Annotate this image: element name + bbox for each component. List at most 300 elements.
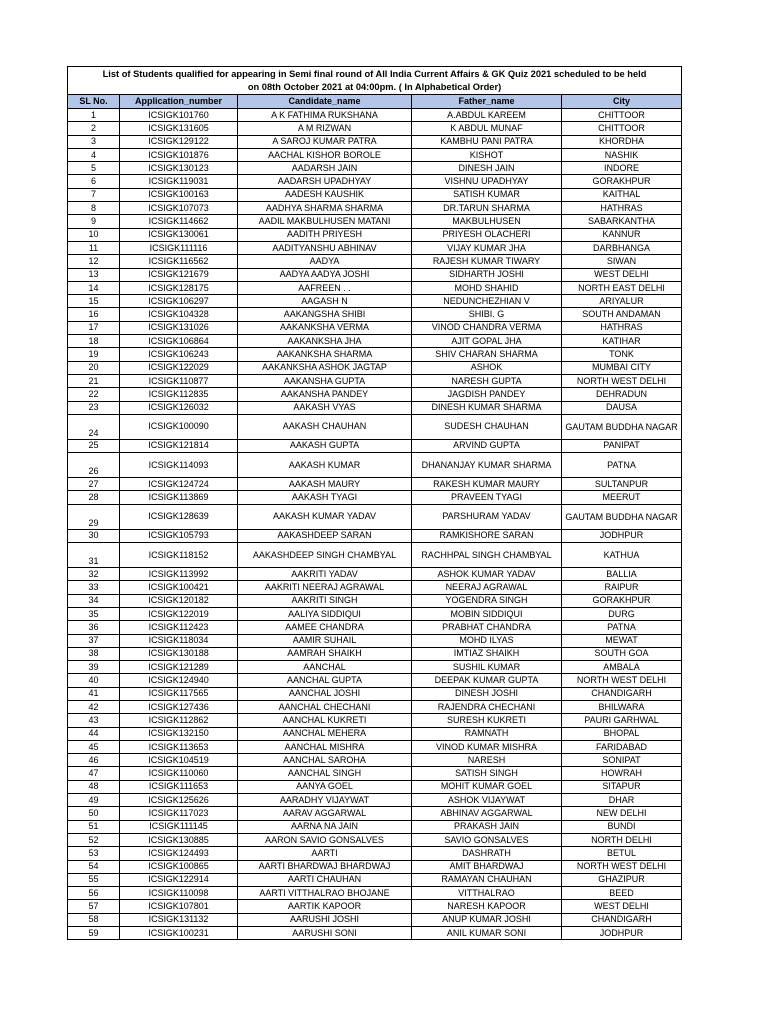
cell-candidate-name: AARADHY VIJAYWAT [238,794,412,807]
sheet-title [68,67,682,95]
cell-father-name: AMIT BHARDWAJ [412,860,562,873]
cell-father-name: VIJAY KUMAR JHA [412,241,562,254]
cell-city: BHOPAL [562,727,682,740]
cell-candidate-name: AARTI BHARDWAJ BHARDWAJ [238,860,412,873]
cell-city: NEW DELHI [562,807,682,820]
table-row [68,714,682,727]
table-row [68,873,682,886]
cell-application-number: ICSIGK113653 [120,740,238,753]
cell-application-number: ICSIGK110877 [120,374,238,387]
cell-city: KATHUA [562,543,682,568]
cell-candidate-name: AANCHAL SINGH [238,767,412,780]
cell-sl-no: 50 [68,807,120,820]
table-row [68,491,682,504]
cell-candidate-name: AANYA GOEL [238,780,412,793]
table-row [68,361,682,374]
cell-sl-no: 48 [68,780,120,793]
cell-sl-no: 28 [68,491,120,504]
cell-sl-no: 27 [68,478,120,491]
cell-candidate-name: AANCHAL MISHRA [238,740,412,753]
cell-sl-no: 53 [68,847,120,860]
cell-sl-no: 12 [68,255,120,268]
table-row [68,820,682,833]
cell-father-name: KAMBHU PANI PATRA [412,135,562,148]
cell-application-number: ICSIGK101876 [120,148,238,161]
cell-candidate-name: AAKRITI NEERAJ AGRAWAL [238,581,412,594]
cell-candidate-name: A M RIZWAN [238,122,412,135]
table-row [68,860,682,873]
cell-candidate-name: AAKANKSHA JHA [238,335,412,348]
cell-application-number: ICSIGK122019 [120,607,238,620]
cell-application-number: ICSIGK130885 [120,833,238,846]
cell-father-name: SIDHARTH JOSHI [412,268,562,281]
table-row [68,148,682,161]
col-header-candidate-name: Candidate_name [238,95,412,109]
table-row [68,162,682,175]
cell-sl-no: 13 [68,268,120,281]
cell-sl-no: 36 [68,621,120,634]
cell-father-name: VINOD CHANDRA VERMA [412,321,562,334]
cell-father-name: ASHOK [412,361,562,374]
cell-sl-no: 49 [68,794,120,807]
cell-candidate-name: AADITH PRIYESH [238,228,412,241]
cell-candidate-name: AARUSHI JOSHI [238,913,412,926]
cell-father-name: A.ABDUL KAREEM [412,109,562,122]
cell-candidate-name: AAKASH CHAUHAN [238,414,412,439]
table-row [68,388,682,401]
cell-sl-no: 10 [68,228,120,241]
table-row [68,833,682,846]
header-row [68,95,682,109]
table-row [68,348,682,361]
cell-application-number: ICSIGK111116 [120,241,238,254]
cell-city: JODHPUR [562,927,682,940]
cell-city: BETUL [562,847,682,860]
cell-sl-no: 38 [68,647,120,660]
cell-city: HOWRAH [562,767,682,780]
cell-city: KATIHAR [562,335,682,348]
cell-application-number: ICSIGK131026 [120,321,238,334]
cell-candidate-name: AADIL MAKBULHUSEN MATANI [238,215,412,228]
cell-application-number: ICSIGK131132 [120,913,238,926]
cell-candidate-name: AADITYANSHU ABHINAV [238,241,412,254]
cell-application-number: ICSIGK119031 [120,175,238,188]
cell-sl-no: 46 [68,754,120,767]
table-row [68,887,682,900]
cell-sl-no: 21 [68,374,120,387]
cell-sl-no: 55 [68,873,120,886]
table-row [68,900,682,913]
cell-city: CHITTOOR [562,122,682,135]
table-row [68,647,682,660]
cell-city: JODHPUR [562,529,682,542]
cell-application-number: ICSIGK116562 [120,255,238,268]
cell-candidate-name: AARTI [238,847,412,860]
cell-city: SULTANPUR [562,478,682,491]
cell-sl-no: 54 [68,860,120,873]
cell-application-number: ICSIGK106297 [120,295,238,308]
cell-candidate-name: AARAV AGGARWAL [238,807,412,820]
cell-candidate-name: AAKASH KUMAR YADAV [238,504,412,529]
cell-sl-no: 45 [68,740,120,753]
cell-city: SABARKANTHA [562,215,682,228]
cell-candidate-name: AAKANKSHA VERMA [238,321,412,334]
cell-application-number: ICSIGK114093 [120,453,238,478]
cell-city: NASHIK [562,148,682,161]
cell-application-number: ICSIGK121289 [120,661,238,674]
cell-application-number: ICSIGK121814 [120,439,238,452]
table-row [68,335,682,348]
cell-application-number: ICSIGK112862 [120,714,238,727]
cell-father-name: DINESH JOSHI [412,687,562,700]
cell-city: WEST DELHI [562,268,682,281]
cell-father-name: RAKESH KUMAR MAURY [412,478,562,491]
cell-city: PATNA [562,453,682,478]
cell-father-name: DINESH JAIN [412,162,562,175]
cell-candidate-name: AANCHAL JOSHI [238,687,412,700]
title-row [68,67,682,95]
cell-sl-no: 24 [68,414,120,439]
cell-sl-no: 43 [68,714,120,727]
cell-application-number: ICSIGK121679 [120,268,238,281]
cell-father-name: PRIYESH OLACHERI [412,228,562,241]
cell-sl-no: 40 [68,674,120,687]
cell-father-name: ASHOK VIJAYWAT [412,794,562,807]
cell-city: DEHRADUN [562,388,682,401]
cell-father-name: SURESH KUKRETI [412,714,562,727]
cell-city: NORTH DELHI [562,833,682,846]
cell-application-number: ICSIGK130123 [120,162,238,175]
cell-father-name: MAKBULHUSEN [412,215,562,228]
cell-sl-no: 37 [68,634,120,647]
cell-candidate-name: A SAROJ KUMAR PATRA [238,135,412,148]
cell-city: GORAKHPUR [562,175,682,188]
cell-father-name: RAMKISHORE SARAN [412,529,562,542]
cell-sl-no: 44 [68,727,120,740]
cell-father-name: NEERAJ AGRAWAL [412,581,562,594]
cell-application-number: ICSIGK106243 [120,348,238,361]
table-row [68,215,682,228]
cell-father-name: ABHINAV AGGARWAL [412,807,562,820]
cell-sl-no: 29 [68,504,120,529]
cell-candidate-name: AADHYA SHARMA SHARMA [238,202,412,215]
cell-city: MUMBAI CITY [562,361,682,374]
cell-sl-no: 42 [68,700,120,713]
cell-candidate-name: AAKANSHA GUPTA [238,374,412,387]
cell-father-name: PRAVEEN TYAGI [412,491,562,504]
cell-application-number: ICSIGK130061 [120,228,238,241]
cell-candidate-name: AAKRITI SINGH [238,594,412,607]
cell-father-name: ASHOK KUMAR YADAV [412,568,562,581]
cell-candidate-name: AANCHAL GUPTA [238,674,412,687]
table-row [68,543,682,568]
cell-sl-no: 31 [68,543,120,568]
table-row [68,740,682,753]
cell-application-number: ICSIGK118034 [120,634,238,647]
cell-city: PATNA [562,621,682,634]
table-row [68,794,682,807]
cell-application-number: ICSIGK122914 [120,873,238,886]
cell-city: GORAKHPUR [562,594,682,607]
cell-sl-no: 26 [68,453,120,478]
table-row [68,847,682,860]
cell-candidate-name: AAKASH GUPTA [238,439,412,452]
cell-city: KHORDHA [562,135,682,148]
cell-sl-no: 41 [68,687,120,700]
title-line-2: on 08th October 2021 at 04:00pm. ( In Alphabetical Order) [247,81,502,92]
cell-father-name: ANUP KUMAR JOSHI [412,913,562,926]
cell-candidate-name: AARON SAVIO GONSALVES [238,833,412,846]
cell-application-number: ICSIGK117023 [120,807,238,820]
cell-candidate-name: AADESH KAUSHIK [238,188,412,201]
cell-application-number: ICSIGK110098 [120,887,238,900]
cell-city: BUNDI [562,820,682,833]
cell-sl-no: 30 [68,529,120,542]
table-row [68,687,682,700]
cell-sl-no: 20 [68,361,120,374]
cell-city: BEED [562,887,682,900]
cell-candidate-name: AAMEE CHANDRA [238,621,412,634]
cell-application-number: ICSIGK110060 [120,767,238,780]
cell-father-name: SUSHIL KUMAR [412,661,562,674]
cell-candidate-name: AAKASHDEEP SINGH CHAMBYAL [238,543,412,568]
cell-father-name: DEEPAK KUMAR GUPTA [412,674,562,687]
cell-sl-no: 14 [68,281,120,294]
cell-city: SIWAN [562,255,682,268]
cell-father-name: SAVIO GONSALVES [412,833,562,846]
table-row [68,255,682,268]
cell-father-name: MOHD ILYAS [412,634,562,647]
table-row [68,754,682,767]
cell-city: DURG [562,607,682,620]
table-row [68,661,682,674]
cell-candidate-name: AARUSHI SONI [238,927,412,940]
cell-candidate-name: AAMIR SUHAIL [238,634,412,647]
table-row [68,439,682,452]
cell-candidate-name: AALIYA SIDDIQUI [238,607,412,620]
cell-father-name: MOHIT KUMAR GOEL [412,780,562,793]
cell-father-name: NEDUNCHEZHIAN V [412,295,562,308]
cell-application-number: ICSIGK104519 [120,754,238,767]
cell-candidate-name: AAKASHDEEP SARAN [238,529,412,542]
cell-candidate-name: AANCHAL [238,661,412,674]
cell-candidate-name: AAMRAH SHAIKH [238,647,412,660]
cell-sl-no: 22 [68,388,120,401]
cell-father-name: SHIBI. G [412,308,562,321]
cell-city: NORTH WEST DELHI [562,374,682,387]
table-row [68,607,682,620]
cell-father-name: MOHD SHAHID [412,281,562,294]
cell-city: GAUTAM BUDDHA NAGAR [562,504,682,529]
cell-sl-no: 34 [68,594,120,607]
cell-candidate-name: AANCHAL CHECHANI [238,700,412,713]
table-row [68,634,682,647]
cell-candidate-name: AADARSH UPADHYAY [238,175,412,188]
cell-city: AMBALA [562,661,682,674]
table-row [68,927,682,940]
cell-sl-no: 39 [68,661,120,674]
cell-candidate-name: AAKASH TYAGI [238,491,412,504]
table-row [68,727,682,740]
cell-application-number: ICSIGK100090 [120,414,238,439]
cell-application-number: ICSIGK113869 [120,491,238,504]
table-row [68,308,682,321]
cell-father-name: NARESH KAPOOR [412,900,562,913]
cell-sl-no: 9 [68,215,120,228]
cell-application-number: ICSIGK130188 [120,647,238,660]
table-row [68,581,682,594]
cell-candidate-name: AAKANSHA PANDEY [238,388,412,401]
cell-application-number: ICSIGK131605 [120,122,238,135]
cell-city: DAUSA [562,401,682,414]
cell-candidate-name: AAKASH VYAS [238,401,412,414]
cell-application-number: ICSIGK104328 [120,308,238,321]
cell-city: MEERUT [562,491,682,504]
table-row [68,374,682,387]
cell-candidate-name: AANCHAL MEHERA [238,727,412,740]
cell-application-number: ICSIGK101760 [120,109,238,122]
cell-application-number: ICSIGK106864 [120,335,238,348]
table-row [68,453,682,478]
table-body [68,109,682,940]
cell-application-number: ICSIGK105793 [120,529,238,542]
cell-city: SITAPUR [562,780,682,793]
cell-city: FARIDABAD [562,740,682,753]
qualified-students-table [67,66,682,940]
cell-father-name: RAMAYAN CHAUHAN [412,873,562,886]
cell-sl-no: 6 [68,175,120,188]
cell-application-number: ICSIGK128639 [120,504,238,529]
table-row [68,529,682,542]
cell-sl-no: 59 [68,927,120,940]
cell-application-number: ICSIGK100421 [120,581,238,594]
cell-candidate-name: AARTIK KAPOOR [238,900,412,913]
cell-city: NORTH EAST DELHI [562,281,682,294]
cell-application-number: ICSIGK100231 [120,927,238,940]
cell-city: KAITHAL [562,188,682,201]
table-row [68,414,682,439]
cell-sl-no: 23 [68,401,120,414]
table-row [68,504,682,529]
table-row [68,202,682,215]
cell-application-number: ICSIGK107073 [120,202,238,215]
cell-city: NORTH WEST DELHI [562,860,682,873]
table-row [68,281,682,294]
cell-father-name: NARESH GUPTA [412,374,562,387]
table-row [68,188,682,201]
cell-candidate-name: A K FATHIMA RUKSHANA [238,109,412,122]
table-row [68,700,682,713]
cell-sl-no: 32 [68,568,120,581]
cell-application-number: ICSIGK125626 [120,794,238,807]
cell-candidate-name: AAKANGSHA SHIBI [238,308,412,321]
cell-sl-no: 47 [68,767,120,780]
cell-city: PANIPAT [562,439,682,452]
cell-city: HATHRAS [562,202,682,215]
table-row [68,175,682,188]
cell-father-name: NARESH [412,754,562,767]
cell-candidate-name: AACHAL KISHOR BOROLE [238,148,412,161]
cell-sl-no: 16 [68,308,120,321]
cell-application-number: ICSIGK122029 [120,361,238,374]
table-row [68,807,682,820]
cell-candidate-name: AAKASH MAURY [238,478,412,491]
cell-application-number: ICSIGK117565 [120,687,238,700]
cell-application-number: ICSIGK100865 [120,860,238,873]
table-row [68,913,682,926]
cell-sl-no: 7 [68,188,120,201]
cell-candidate-name: AADYA [238,255,412,268]
table-row [68,321,682,334]
cell-father-name: K ABDUL MUNAF [412,122,562,135]
cell-city: HATHRAS [562,321,682,334]
cell-application-number: ICSIGK107801 [120,900,238,913]
col-header-sl: SL No. [68,95,120,109]
table-row [68,268,682,281]
cell-candidate-name: AADYA AADYA JOSHI [238,268,412,281]
cell-application-number: ICSIGK112835 [120,388,238,401]
cell-sl-no: 2 [68,122,120,135]
cell-father-name: SATISH SINGH [412,767,562,780]
cell-city: CHANDIGARH [562,913,682,926]
cell-application-number: ICSIGK124724 [120,478,238,491]
cell-city: DARBHANGA [562,241,682,254]
table-row [68,401,682,414]
results-sheet [67,66,681,940]
cell-application-number: ICSIGK120182 [120,594,238,607]
table-row [68,594,682,607]
cell-city: DHAR [562,794,682,807]
cell-sl-no: 15 [68,295,120,308]
cell-candidate-name: AAKASH KUMAR [238,453,412,478]
cell-application-number: ICSIGK100163 [120,188,238,201]
cell-candidate-name: AADARSH JAIN [238,162,412,175]
cell-city: BALLIA [562,568,682,581]
cell-city: BHILWARA [562,700,682,713]
cell-father-name: SHIV CHARAN SHARMA [412,348,562,361]
cell-city: RAIPUR [562,581,682,594]
cell-application-number: ICSIGK124940 [120,674,238,687]
cell-application-number: ICSIGK114662 [120,215,238,228]
cell-city: CHANDIGARH [562,687,682,700]
cell-city: GAUTAM BUDDHA NAGAR [562,414,682,439]
cell-sl-no: 5 [68,162,120,175]
cell-city: KANNUR [562,228,682,241]
cell-father-name: RAMNATH [412,727,562,740]
table-row [68,241,682,254]
cell-sl-no: 51 [68,820,120,833]
cell-father-name: SUDESH CHAUHAN [412,414,562,439]
cell-application-number: ICSIGK129122 [120,135,238,148]
cell-father-name: ARVIND GUPTA [412,439,562,452]
cell-city: SOUTH ANDAMAN [562,308,682,321]
cell-application-number: ICSIGK126032 [120,401,238,414]
cell-city: CHITTOOR [562,109,682,122]
cell-city: MEWAT [562,634,682,647]
cell-father-name: MOBIN SIDDIQUI [412,607,562,620]
cell-father-name: YOGENDRA SINGH [412,594,562,607]
cell-sl-no: 17 [68,321,120,334]
cell-father-name: VISHNU UPADHYAY [412,175,562,188]
cell-candidate-name: AANCHAL SAROHA [238,754,412,767]
cell-father-name: PARSHURAM YADAV [412,504,562,529]
cell-sl-no: 1 [68,109,120,122]
col-header-city: City [562,95,682,109]
cell-sl-no: 35 [68,607,120,620]
col-header-father-name: Father_name [412,95,562,109]
cell-city: NORTH WEST DELHI [562,674,682,687]
cell-candidate-name: AAKANKSHA SHARMA [238,348,412,361]
